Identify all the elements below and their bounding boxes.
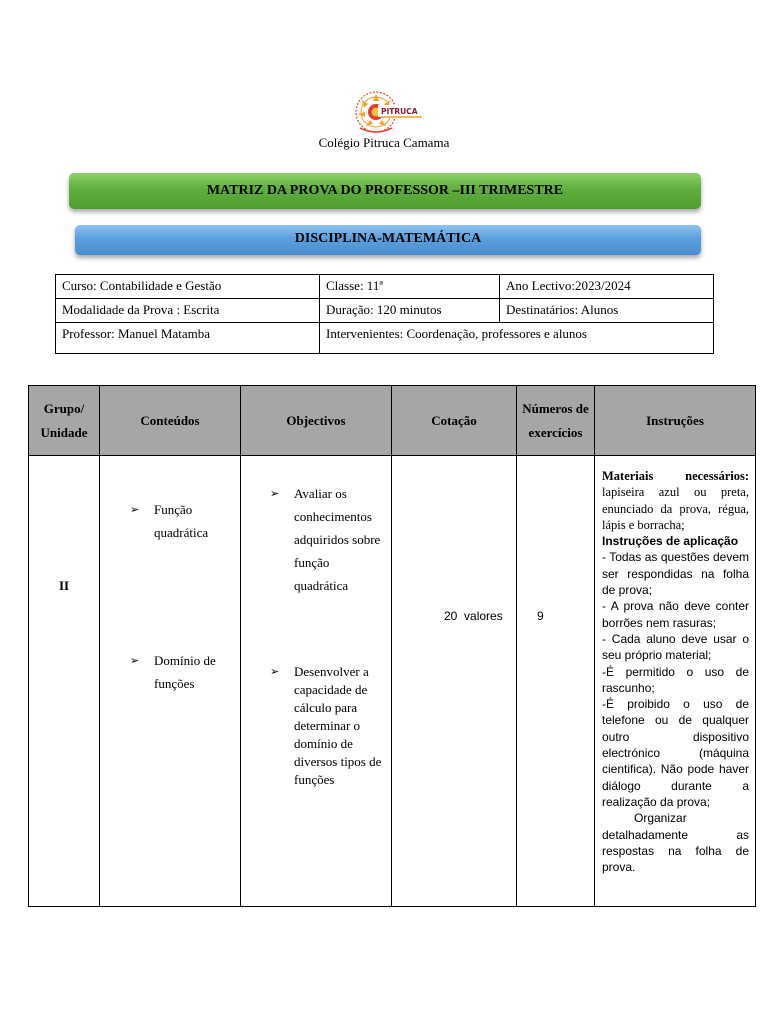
header-exercise-count: Números de exercícios [517,386,595,456]
content-item: ➢ Função quadrática [130,498,232,544]
instruction-item: - A prova não deve conter borrões nem rasuras; [602,599,749,630]
objective-item: ➢ Desenvolver a capacidade de cálculo para determinar o domínio de diversos tipos de funções [270,663,383,789]
instruction-item: -É proibido o uso de telefone ou de qualquer outro dispositivo electrónico (máquina cientifica). Não pode haver diálogo durante a realização da prova; [602,697,749,809]
teacher-cell: Professor: Manuel Matamba [56,323,320,354]
class-cell: Classe: 11ª [320,275,500,299]
instruction-item: Organizar detalhadamente as respostas na folha de prova. [602,811,749,875]
exercise-count-cell [517,456,595,907]
instructions-cell [595,456,756,907]
header-objectives: Objectivos [241,386,392,456]
header-contents: Conteúdos [100,386,241,456]
recipients-cell: Destinatários: Alunos [500,299,714,323]
objective-item: ➢ Avaliar os conhecimentos adquiridos sobre função quadrática [270,482,383,597]
objectives-cell [241,456,392,907]
table-row [29,456,756,907]
exam-matrix-title-banner: MATRIZ DA PROVA DO PROFESSOR –III TRIMESTRE [69,173,701,209]
course-cell: Curso: Contabilidade e Gestão [56,275,320,299]
header-score: Cotação [392,386,517,456]
participants-cell: Intervenientes: Coordenação, professores e alunos [320,323,714,354]
application-title: Instruções de aplicação [602,534,739,549]
group-cell [29,456,100,907]
group-value: II [58,578,70,593]
instruction-item: - Cada aluno deve usar o seu próprio material; [602,631,749,663]
materials-text: lapiseira azul ou preta, enunciado da prova, régua, lápis e borracha; [602,485,749,532]
score-cell [392,456,517,907]
pitruca-school-logo-icon [340,88,426,134]
exercise-count-value: 9 [537,609,544,623]
instruction-item: - Todas as questões devem ser respondidas na folha de prova; [602,550,749,598]
exam-matrix-table [28,385,756,907]
materials-title: Materiais necessários: [602,469,749,483]
logo-text: PITRUCA [381,107,418,116]
instruction-item: -É permitido o uso de rascunho; [602,664,749,695]
exam-modality-cell: Modalidade da Prova : Escrita [56,299,320,323]
header-group: Grupo/ Unidade [29,386,100,456]
instructions-text [602,468,749,875]
course-info-table [55,274,714,354]
header-instructions: Instruções [595,386,756,456]
duration-cell: Duração: 120 minutos [320,299,500,323]
subject-banner: DISCIPLINA-MATEMÁTICA [75,225,701,255]
school-year-cell: Ano Lectivo:2023/2024 [500,275,714,299]
school-name: Colégio Pitruca Camama [318,135,450,150]
contents-cell [100,456,241,907]
content-item: ➢ Domínio de funções [130,649,232,695]
score-value: 20 valores [444,609,503,623]
